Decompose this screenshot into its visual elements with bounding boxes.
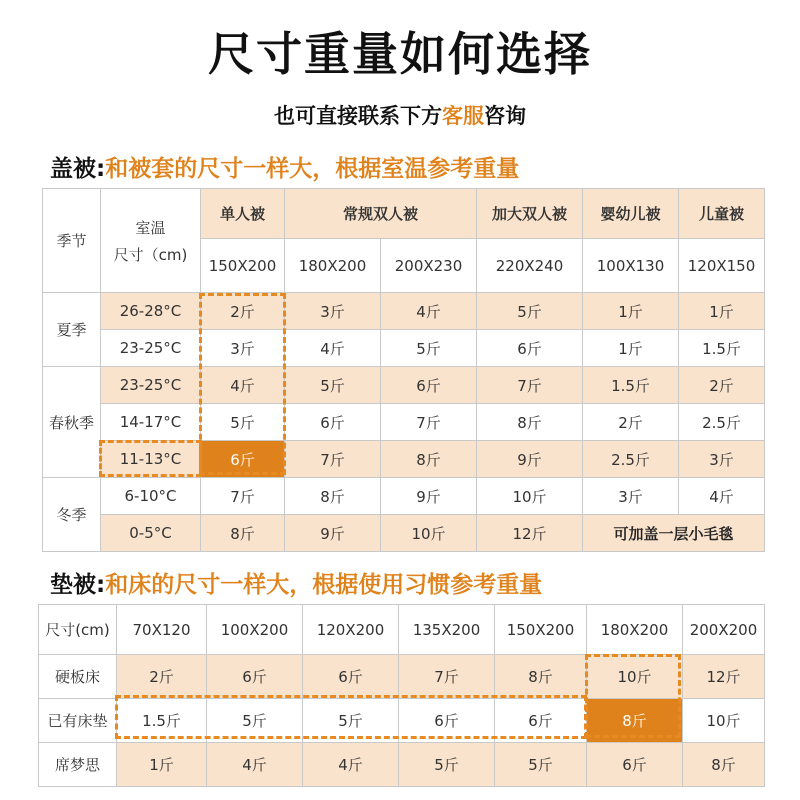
table-row (43, 441, 765, 478)
weight-cell: 9斤 (285, 515, 381, 552)
weight-cell: 5斤 (477, 293, 583, 330)
temp-header: 室温 (135, 218, 166, 237)
table-row (43, 478, 765, 515)
weight-cell: 6斤 (285, 404, 381, 441)
weight-cell: 5斤 (285, 367, 381, 404)
weight-cell: 5斤 (201, 404, 285, 441)
winter-note: 可加盖一层小毛毯 (583, 515, 765, 552)
page-subtitle (0, 100, 800, 130)
weight-cell: 10斤 (683, 699, 765, 743)
weight-cell: 8斤 (495, 655, 587, 699)
size-cell: 200X230 (381, 239, 477, 293)
mattress-label: 垫被: (50, 572, 106, 598)
mattress-size-cell: 180X200 (587, 605, 683, 655)
weight-cell: 6斤 (207, 655, 303, 699)
table-row (43, 404, 765, 441)
bed-type-hard: 硬板床 (39, 655, 117, 699)
season-spring-autumn: 春秋季 (43, 367, 101, 478)
size-cell: 180X200 (285, 239, 381, 293)
mattress-size-cell: 70X120 (117, 605, 207, 655)
mattress-desc: 和床的尺寸一样大，根据使用习惯参考重量 (105, 572, 543, 598)
season-winter: 冬季 (43, 478, 101, 552)
weight-cell: 5斤 (381, 330, 477, 367)
table-row (43, 330, 765, 367)
size-header: 尺寸（cm) (113, 245, 188, 264)
weight-cell: 7斤 (285, 441, 381, 478)
weight-cell: 2斤 (117, 655, 207, 699)
weight-cell: 4斤 (201, 367, 285, 404)
quilt-weight-table (42, 188, 765, 552)
weight-cell: 6斤 (381, 367, 477, 404)
weight-cell: 7斤 (477, 367, 583, 404)
weight-cell: 10斤 (587, 655, 683, 699)
weight-cell: 1.5斤 (117, 699, 207, 743)
mattress-size-header: 尺寸(cm) (39, 605, 117, 655)
weight-cell: 12斤 (477, 515, 583, 552)
temp-cell: 0-5°C (101, 515, 201, 552)
weight-cell: 2斤 (583, 404, 679, 441)
weight-cell: 4斤 (679, 478, 765, 515)
weight-cell: 8斤 (683, 743, 765, 787)
weight-cell: 2斤 (679, 367, 765, 404)
weight-cell: 3斤 (679, 441, 765, 478)
size-cell: 120X150 (679, 239, 765, 293)
weight-cell: 2斤 (201, 293, 285, 330)
mattress-size-cell: 100X200 (207, 605, 303, 655)
size-cell: 150X200 (201, 239, 285, 293)
weight-cell-recommended: 8斤 (587, 699, 683, 743)
type-child: 儿童被 (679, 189, 765, 239)
mattress-size-cell: 200X200 (683, 605, 765, 655)
weight-cell: 5斤 (303, 699, 399, 743)
weight-cell: 4斤 (303, 743, 399, 787)
weight-cell: 6斤 (495, 699, 587, 743)
quilt-label: 盖被: (50, 156, 106, 182)
quilt-section-title (50, 150, 519, 183)
type-double: 常规双人被 (285, 189, 477, 239)
weight-cell: 6斤 (587, 743, 683, 787)
weight-cell: 2.5斤 (679, 404, 765, 441)
weight-cell: 8斤 (477, 404, 583, 441)
weight-cell: 3斤 (583, 478, 679, 515)
bed-type-spring: 席梦思 (39, 743, 117, 787)
table-row (39, 699, 765, 743)
weight-cell: 1斤 (583, 293, 679, 330)
size-cell: 220X240 (477, 239, 583, 293)
table-row (39, 655, 765, 699)
type-infant: 婴幼儿被 (583, 189, 679, 239)
weight-cell: 7斤 (399, 655, 495, 699)
weight-cell: 10斤 (381, 515, 477, 552)
weight-cell: 8斤 (381, 441, 477, 478)
table-row (43, 293, 765, 330)
weight-cell: 7斤 (201, 478, 285, 515)
bed-type-with-mattress: 已有床垫 (39, 699, 117, 743)
weight-cell: 1斤 (117, 743, 207, 787)
quilt-desc: 和被套的尺寸一样大，根据室温参考重量 (105, 156, 520, 182)
weight-cell: 1.5斤 (583, 367, 679, 404)
mattress-weight-table (38, 604, 765, 787)
weight-cell: 6斤 (303, 655, 399, 699)
weight-cell: 4斤 (207, 743, 303, 787)
weight-cell: 6斤 (477, 330, 583, 367)
weight-cell: 10斤 (477, 478, 583, 515)
mattress-size-cell: 135X200 (399, 605, 495, 655)
temp-size-header (101, 189, 201, 293)
subtitle-pre: 也可直接联系下方 (274, 104, 442, 128)
weight-cell: 12斤 (683, 655, 765, 699)
weight-cell: 4斤 (381, 293, 477, 330)
page-title: 尺寸重量如何选择 (208, 27, 592, 81)
temp-cell: 14-17°C (101, 404, 201, 441)
weight-cell: 1斤 (583, 330, 679, 367)
weight-cell: 3斤 (285, 293, 381, 330)
weight-cell: 5斤 (495, 743, 587, 787)
subtitle-post: 咨询 (484, 104, 526, 128)
subtitle-service-highlight: 客服 (442, 104, 484, 128)
size-cell: 100X130 (583, 239, 679, 293)
weight-cell: 4斤 (285, 330, 381, 367)
temp-cell: 23-25°C (101, 367, 201, 404)
weight-cell: 5斤 (399, 743, 495, 787)
season-summer: 夏季 (43, 293, 101, 367)
weight-cell: 2.5斤 (583, 441, 679, 478)
weight-cell: 8斤 (201, 515, 285, 552)
mattress-size-cell: 150X200 (495, 605, 587, 655)
type-single: 单人被 (201, 189, 285, 239)
weight-cell: 1斤 (679, 293, 765, 330)
weight-cell: 3斤 (201, 330, 285, 367)
weight-cell: 7斤 (381, 404, 477, 441)
table-row (43, 367, 765, 404)
mattress-section-title (50, 566, 542, 599)
weight-cell: 9斤 (477, 441, 583, 478)
weight-cell: 8斤 (285, 478, 381, 515)
weight-cell: 9斤 (381, 478, 477, 515)
weight-cell-recommended: 6斤 (201, 441, 285, 478)
temp-cell: 23-25°C (101, 330, 201, 367)
mattress-size-cell: 120X200 (303, 605, 399, 655)
weight-cell: 5斤 (207, 699, 303, 743)
weight-cell: 6斤 (399, 699, 495, 743)
temp-cell: 6-10°C (101, 478, 201, 515)
type-double-large: 加大双人被 (477, 189, 583, 239)
season-header: 季节 (43, 189, 101, 293)
weight-cell: 1.5斤 (679, 330, 765, 367)
table-row (39, 743, 765, 787)
table-row (43, 515, 765, 552)
temp-cell-highlighted: 11-13°C (101, 441, 201, 478)
temp-cell: 26-28°C (101, 293, 201, 330)
